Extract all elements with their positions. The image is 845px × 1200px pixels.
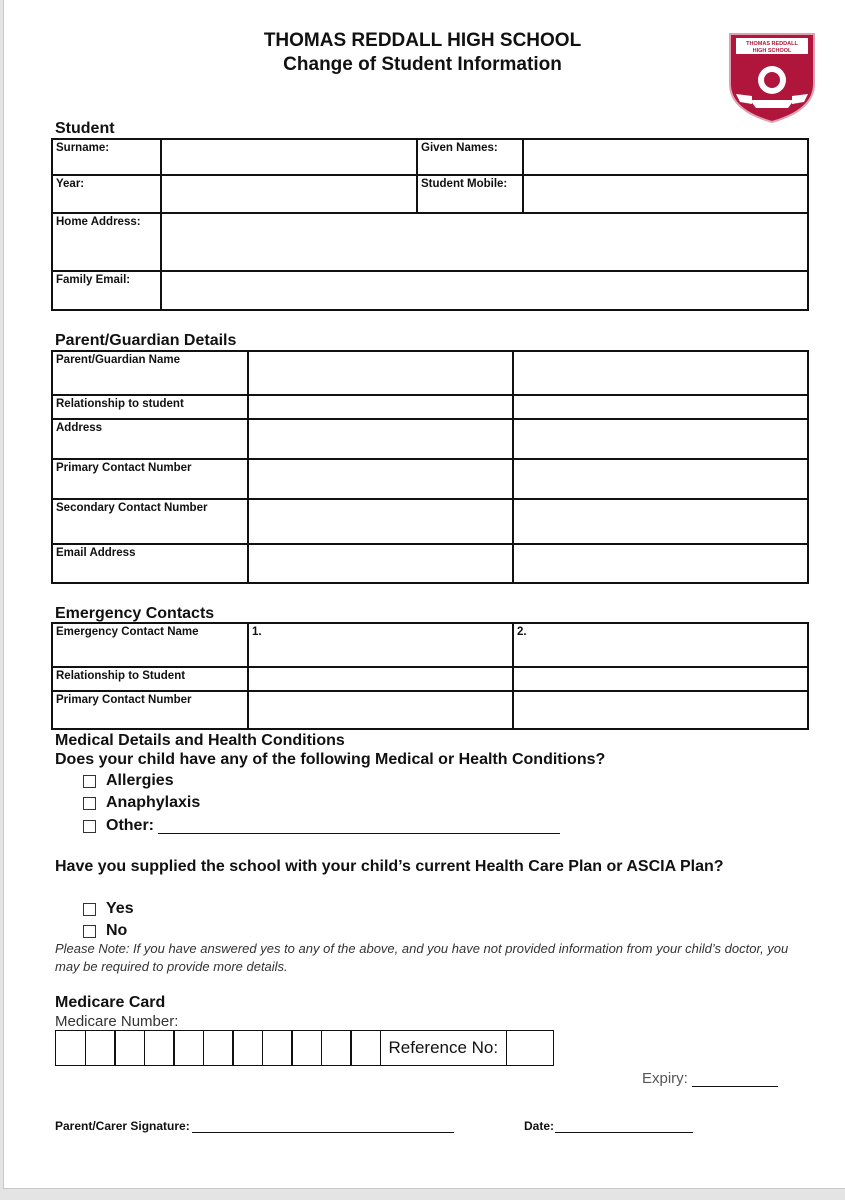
parent-table: [51, 350, 809, 584]
surname-field[interactable]: [161, 139, 417, 175]
student-mobile-field[interactable]: [523, 175, 808, 213]
student-mobile-label: Student Mobile:: [417, 175, 523, 213]
option-anaphylaxis[interactable]: [83, 794, 200, 812]
parent2-primary-number-field[interactable]: [513, 459, 808, 499]
medicare-number-grid: [55, 1030, 554, 1066]
year-label: Year:: [52, 175, 161, 213]
date-row: [524, 1118, 693, 1133]
parent2-email-field[interactable]: [513, 544, 808, 583]
parent1-relationship-field[interactable]: [248, 395, 513, 419]
medicare-digit-box[interactable]: [55, 1030, 86, 1066]
medicare-digit-box[interactable]: [173, 1030, 204, 1066]
family-email-label: Family Email:: [52, 271, 161, 310]
emergency1-relationship-field[interactable]: [248, 667, 513, 691]
parent-primary-number-label: Primary Contact Number: [52, 459, 248, 499]
signature-row: [55, 1118, 454, 1133]
expiry-row: [642, 1070, 778, 1087]
signature-label: Parent/Carer Signature:: [55, 1119, 190, 1133]
date-line[interactable]: [555, 1118, 693, 1133]
parent1-email-field[interactable]: [248, 544, 513, 583]
emergency-heading: Emergency Contacts: [55, 605, 215, 622]
parent-address-label: Address: [52, 419, 248, 459]
emergency2-name-field[interactable]: 2.: [513, 623, 808, 667]
given-names-field[interactable]: [523, 139, 808, 175]
parent-email-label: Email Address: [52, 544, 248, 583]
other-label: Other:: [106, 817, 154, 834]
parent1-secondary-number-field[interactable]: [248, 499, 513, 544]
medicare-digit-box[interactable]: [144, 1030, 175, 1066]
emergency2-primary-number-field[interactable]: [513, 691, 808, 729]
medicare-digit-box[interactable]: [114, 1030, 145, 1066]
student-table: [51, 138, 809, 311]
parent-name-label: Parent/Guardian Name: [52, 351, 248, 395]
reference-number-box[interactable]: [506, 1030, 554, 1066]
medical-question: Does your child have any of the following Medical or Health Conditions?: [55, 751, 606, 768]
option-allergies[interactable]: [83, 772, 174, 790]
parent2-secondary-number-field[interactable]: [513, 499, 808, 544]
emergency1-name-field[interactable]: 1.: [248, 623, 513, 667]
parent-secondary-number-label: Secondary Contact Number: [52, 499, 248, 544]
medicare-heading: Medicare Card: [55, 994, 166, 1011]
student-heading: Student: [55, 120, 115, 137]
parent1-address-field[interactable]: [248, 419, 513, 459]
family-email-field[interactable]: [161, 271, 808, 310]
svg-text:HIGH SCHOOL: HIGH SCHOOL: [752, 48, 792, 54]
allergies-label: Allergies: [106, 772, 174, 789]
expiry-line[interactable]: [692, 1072, 778, 1087]
reference-number-label: Reference No:: [380, 1030, 508, 1066]
emergency-primary-number-label: Primary Contact Number: [52, 691, 248, 729]
school-crest-logo: [722, 26, 822, 124]
emergency-table: [51, 622, 809, 730]
allergies-checkbox[interactable]: [83, 775, 96, 788]
no-checkbox[interactable]: [83, 925, 96, 938]
expiry-label: Expiry:: [642, 1070, 688, 1087]
parent2-relationship-field[interactable]: [513, 395, 808, 419]
given-names-label: Given Names:: [417, 139, 523, 175]
other-checkbox[interactable]: [83, 820, 96, 833]
parent-relationship-label: Relationship to student: [52, 395, 248, 419]
yes-label: Yes: [106, 900, 134, 917]
medicare-digit-box[interactable]: [321, 1030, 352, 1066]
medical-heading: Medical Details and Health Conditions: [55, 732, 345, 749]
option-yes[interactable]: [83, 900, 134, 918]
svg-text:THOMAS REDDALL: THOMAS REDDALL: [746, 41, 798, 47]
school-name: THOMAS REDDALL HIGH SCHOOL: [263, 30, 582, 51]
parent1-name-field[interactable]: [248, 351, 513, 395]
medicare-digit-box[interactable]: [291, 1030, 322, 1066]
medicare-digit-box[interactable]: [350, 1030, 381, 1066]
anaphylaxis-checkbox[interactable]: [83, 797, 96, 810]
medicare-digit-box[interactable]: [232, 1030, 263, 1066]
surname-label: Surname:: [52, 139, 161, 175]
other-details-line[interactable]: [158, 819, 560, 834]
medicare-digit-box[interactable]: [85, 1030, 116, 1066]
home-address-label: Home Address:: [52, 213, 161, 271]
home-address-field[interactable]: [161, 213, 808, 271]
signature-line[interactable]: [192, 1118, 454, 1133]
anaphylaxis-label: Anaphylaxis: [106, 794, 201, 811]
option-other[interactable]: [83, 817, 560, 835]
date-label: Date:: [524, 1119, 555, 1133]
form-title: Change of Student Information: [283, 54, 562, 75]
medicare-digit-box[interactable]: [203, 1030, 234, 1066]
emergency-name-label: Emergency Contact Name: [52, 623, 248, 667]
medicare-number-label: Medicare Number:: [55, 1013, 179, 1030]
medicare-digit-box[interactable]: [262, 1030, 293, 1066]
emergency2-relationship-field[interactable]: [513, 667, 808, 691]
emergency-relationship-label: Relationship to Student: [52, 667, 248, 691]
health-plan-question: Have you supplied the school with your child’s current Health Care Plan or ASCIA Plan?: [55, 858, 724, 875]
medical-note: Please Note: If you have answered yes to any of the above, and you have not provided information from your child’s doctor, you may be required to provide more details.: [55, 941, 789, 974]
parent2-name-field[interactable]: [513, 351, 808, 395]
year-field[interactable]: [161, 175, 417, 213]
yes-checkbox[interactable]: [83, 903, 96, 916]
parent2-address-field[interactable]: [513, 419, 808, 459]
parent1-primary-number-field[interactable]: [248, 459, 513, 499]
option-no[interactable]: [83, 922, 127, 940]
emergency1-primary-number-field[interactable]: [248, 691, 513, 729]
parent-heading: Parent/Guardian Details: [55, 332, 237, 349]
no-label: No: [106, 922, 128, 939]
